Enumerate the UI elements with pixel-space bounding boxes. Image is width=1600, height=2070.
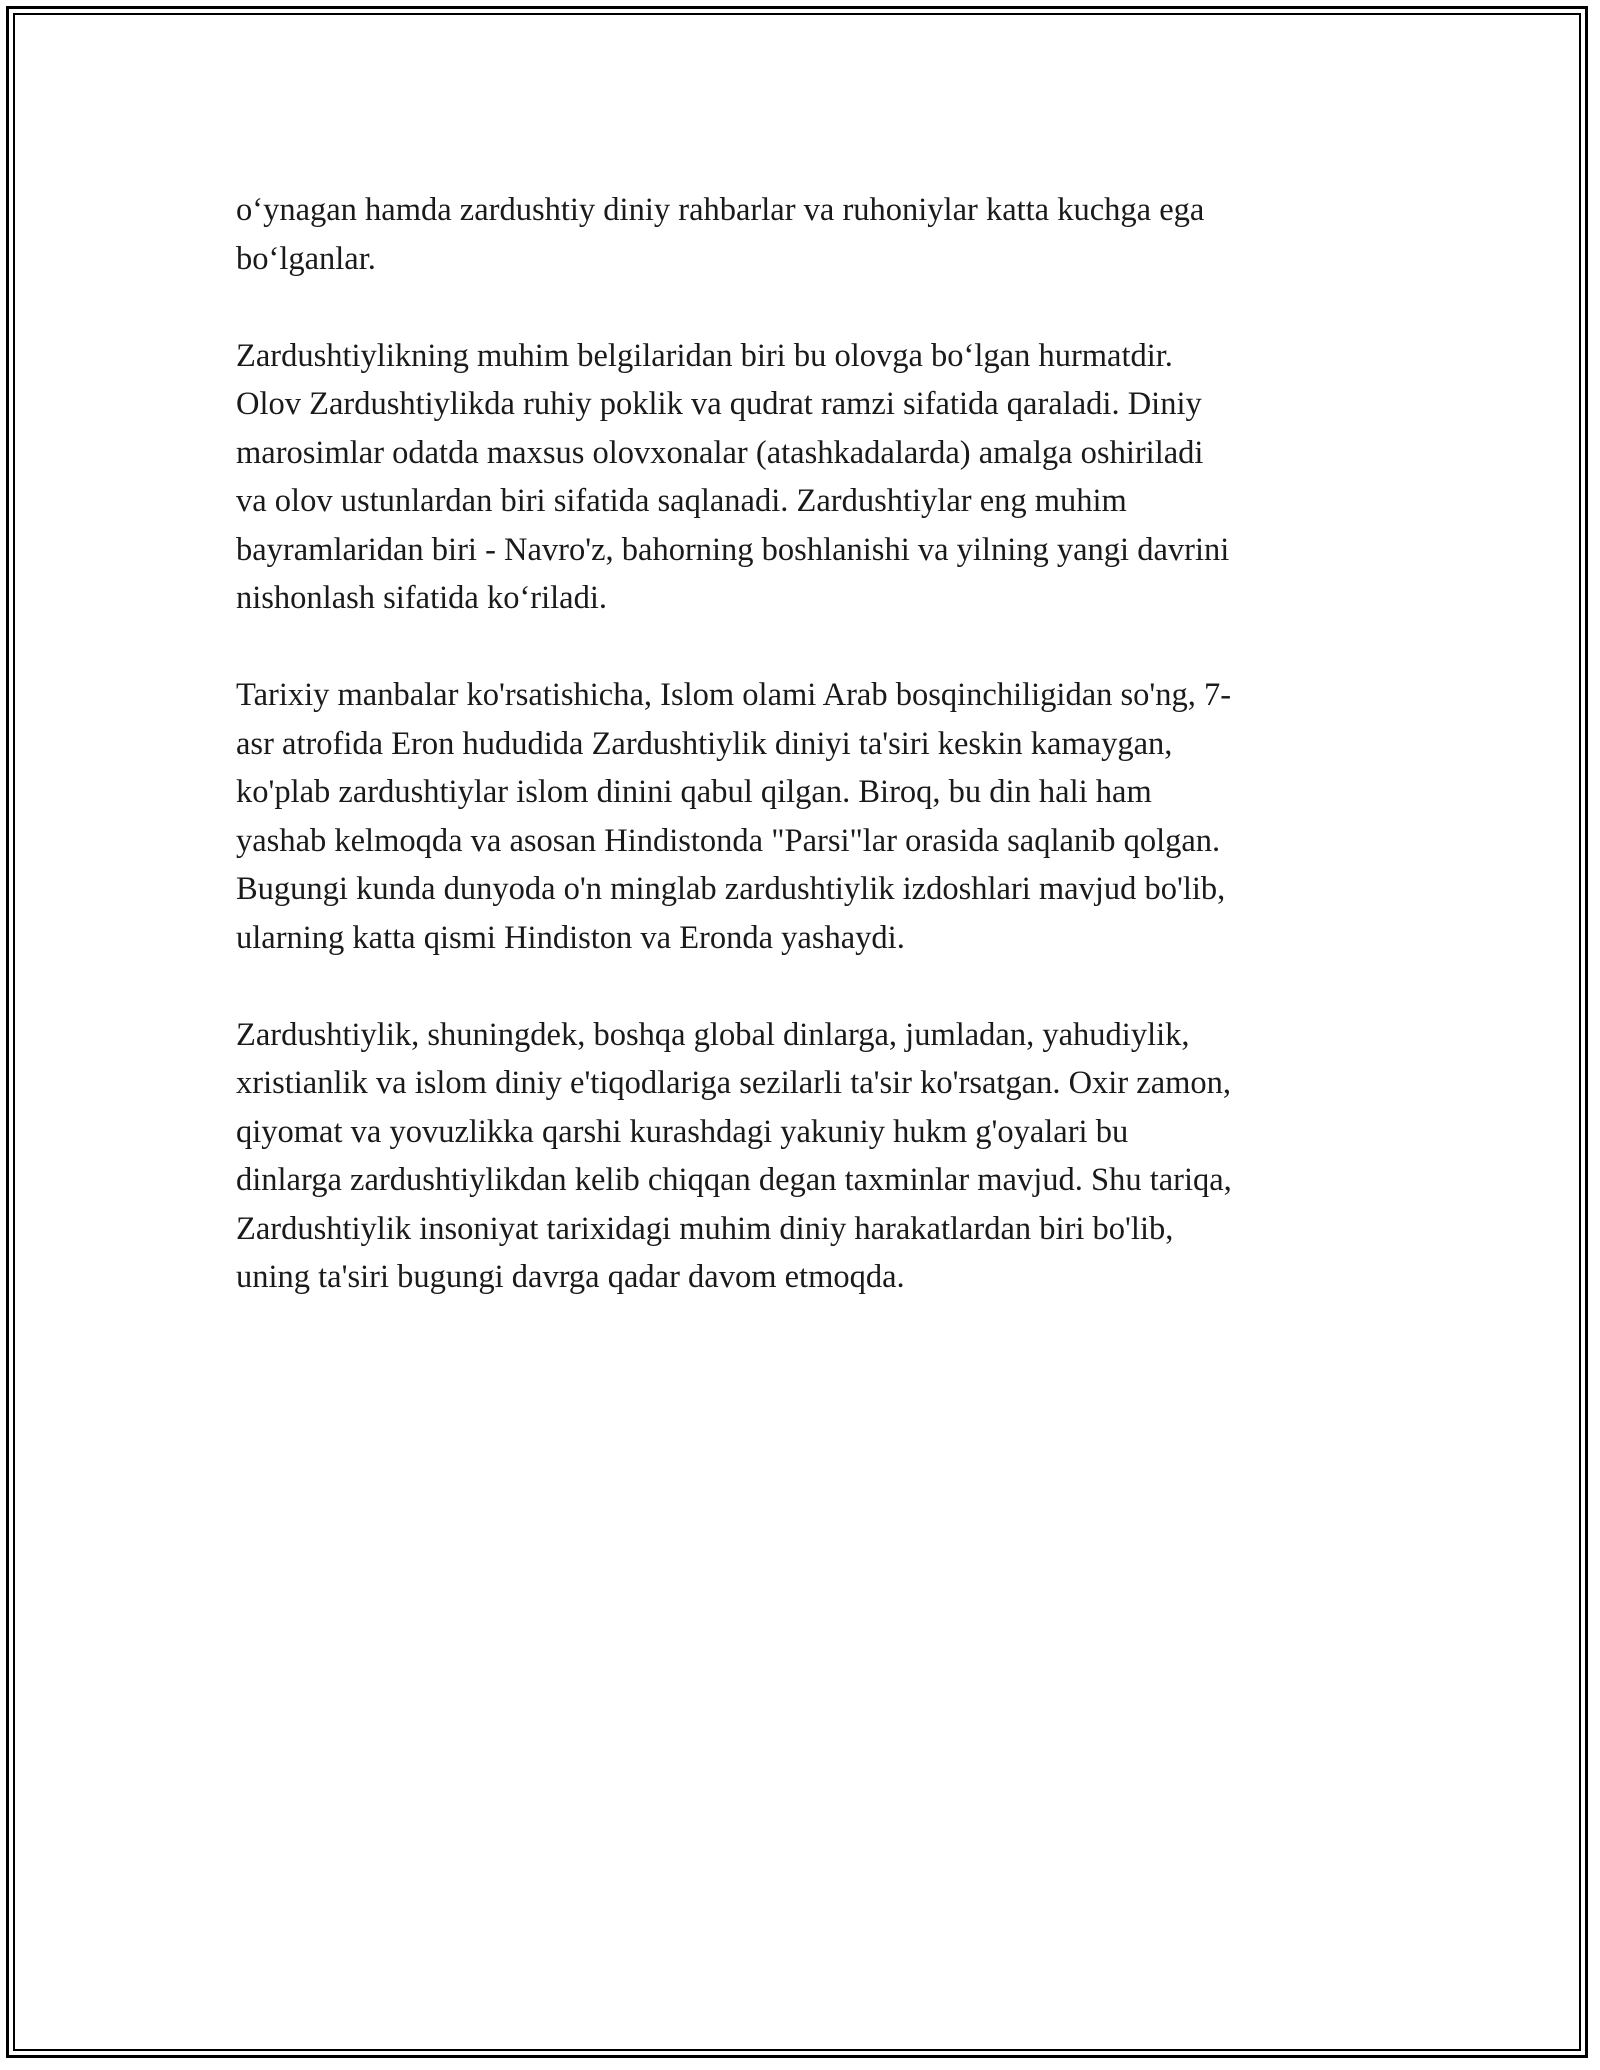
paragraph-3: Tarixiy manbalar ko'rsatishicha, Islom olami Arab bosqinchiligidan so'ng, 7- asr atrofida Eron hududida Zardushtiylik diniyi ta'siri keskin kamaygan, ko'plab zardushtiylar islom dinini qabul qilgan. Biroq, bu din hali ham yashab kelmoqda va asosan Hindistonda "Parsi"lar orasida saqlanib qolgan. Bugungi kunda dunyoda o'n minglab zardushtiylik izdoshlari mavjud bo'lib, ularning katta qismi Hindiston va Eronda yashaydi. (236, 677, 1232, 956)
document-body (236, 186, 1366, 1350)
paragraph-1: o‘ynagan hamda zardushtiy diniy rahbarlar va ruhoniylar katta kuchga ega bo‘lganlar. (236, 192, 1205, 277)
paragraph-4: Zardushtiylik, shuningdek, boshqa global dinlarga, jumladan, yahudiylik, xristianlik va islom diniy e'tiqodlariga sezilarli ta'sir ko'rsatgan. Oxir zamon, qiyomat va yovuzlikka qarshi kurashdagi yakuniy hukm g'oyalari bu dinlarga zardushtiylikdan kelib chiqqan degan taxminlar mavjud. Shu tariqa, Zardushtiylik insoniyat tarixidagi muhim diniy harakatlardan biri bo'lib, uning ta'siri bugungi davrga qadar davom etmoqda. (236, 1016, 1232, 1295)
paragraph-2: Zardushtiylikning muhim belgilaridan biri bu olovga bo‘lgan hurmatdir. Olov Zardushtiylikda ruhiy poklik va qudrat ramzi sifatida qaraladi. Diniy marosimlar odatda maxsus olovxonalar (atashkadalarda) amalga oshiriladi va olov ustunlardan biri sifatida saqlanadi. Zardushtiylar eng muhim bayramlaridan biri - Navro'z, bahorning boshlanishi va yilning yangi davrini nishonlash sifatida ko‘riladi. (236, 337, 1230, 616)
